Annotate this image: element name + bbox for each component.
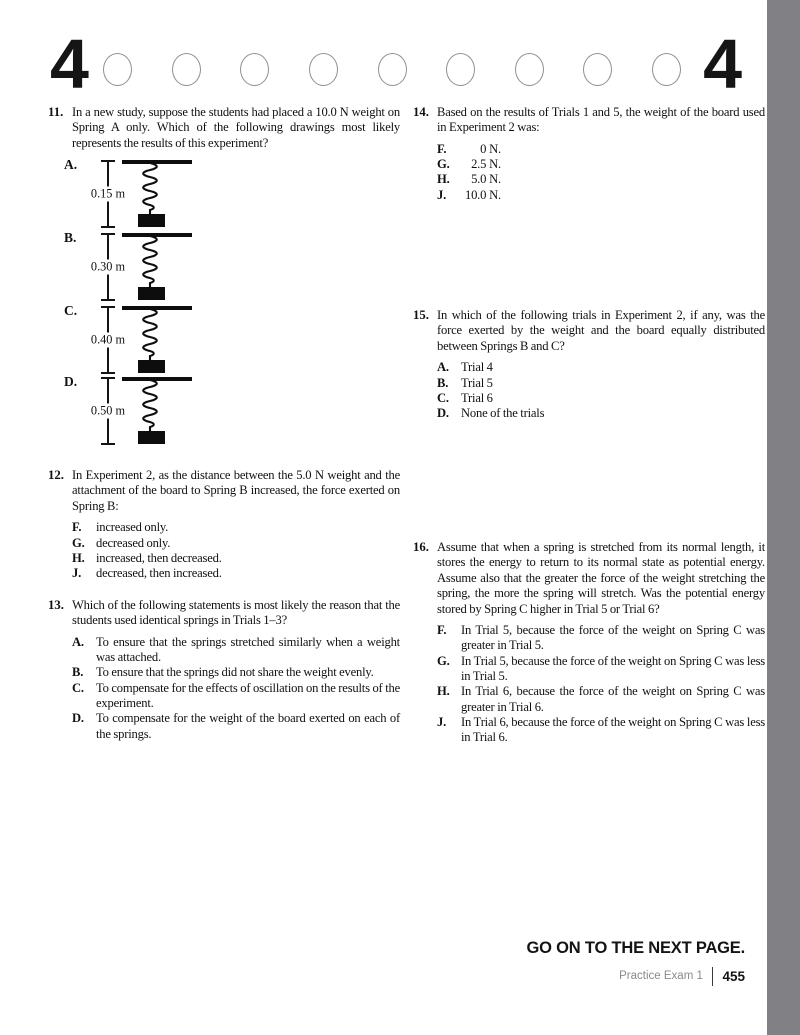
question-number: 12.: [48, 468, 64, 482]
options-list: [72, 635, 400, 742]
section-number-right: 4: [703, 25, 740, 103]
options-list: [437, 623, 765, 745]
option-letter: B.: [72, 665, 84, 680]
option-value: 2.5 N.: [471, 157, 501, 172]
option-letter: H.: [437, 684, 450, 699]
footer-divider: [712, 967, 714, 986]
weight-block: [138, 431, 165, 444]
option-g: [72, 536, 400, 551]
option-letter: F.: [437, 623, 447, 638]
spring-figure: [64, 157, 214, 452]
answer-bubble: [309, 53, 338, 86]
figure-option-b: [64, 230, 204, 301]
option-text: To compensate for the weight of the board exerted on each of the springs.: [96, 711, 400, 741]
figure-letter: D.: [64, 374, 78, 390]
options-list: [437, 360, 765, 421]
question-15: [413, 308, 765, 421]
options-list: [72, 520, 400, 581]
question-12: [48, 468, 400, 581]
option-letter: C.: [437, 390, 449, 405]
option-text: In Trial 6, because the force of the weight on Spring C was less in Trial 6.: [461, 714, 765, 745]
dimension-line: [90, 160, 126, 228]
option-b: [72, 665, 400, 680]
option-b: [437, 376, 765, 391]
spring-icon: [139, 163, 161, 215]
option-letter: G.: [72, 535, 85, 550]
option-text: Trial 5: [461, 375, 493, 390]
dimension-line: [90, 306, 126, 374]
figure-letter: B.: [64, 230, 77, 246]
page-footer: [619, 965, 745, 987]
answer-bubble: [378, 53, 407, 86]
figure-option-c: [64, 303, 204, 374]
option-letter: H.: [72, 550, 85, 565]
option-g: [437, 157, 765, 172]
option-h: [72, 551, 400, 566]
measurement-label: 0.30 m: [90, 259, 126, 274]
option-letter: D.: [72, 711, 84, 726]
question-text: In which of the following trials in Experiment 2, if any, was the force exerted by the weight and the board equally distributed between Springs B and C?: [437, 308, 765, 353]
weight-block: [138, 360, 165, 373]
question-text: Assume that when a spring is stretched from its normal length, it stores the energy to return to its normal state as potential energy. Assume also that the greater the force of the weight stretching the spring, the more the spring will stretch. Was the potential energy stored by Spring C higher in Trial 5 or Trial 6?: [437, 540, 765, 616]
option-letter: G.: [437, 157, 450, 172]
question-number: 14.: [413, 105, 429, 119]
option-letter: H.: [437, 172, 450, 187]
option-letter: F.: [437, 141, 447, 156]
option-text: In Trial 5, because the force of the weight on Spring C was greater in Trial 5.: [461, 623, 765, 653]
page-header: [50, 25, 740, 103]
option-letter: G.: [437, 653, 450, 668]
question-number: 13.: [48, 598, 64, 612]
option-value: 5.0 N.: [471, 172, 501, 187]
option-letter: F.: [72, 520, 82, 535]
option-j: [72, 566, 400, 581]
option-text: None of the trials: [461, 406, 545, 421]
option-text: In Trial 6, because the force of the weight on Spring C was greater in Trial 6.: [461, 684, 765, 714]
option-letter: J.: [437, 187, 447, 202]
option-f: [437, 623, 765, 654]
option-d: [437, 406, 765, 421]
page-number: 455: [722, 968, 745, 984]
option-text: Trial 4: [461, 360, 493, 375]
question-text: In Experiment 2, as the distance between the 5.0 N weight and the attachment of the board to Spring B increased, the force exerted on Spring B:: [72, 468, 400, 513]
spring-icon: [139, 309, 161, 361]
question-text: Which of the following statements is most likely the reason that the students used identical springs in Trials 1–3?: [72, 598, 400, 628]
option-j: [437, 715, 765, 746]
answer-bubble: [515, 53, 544, 86]
option-h: [437, 684, 765, 715]
option-c: [72, 681, 400, 712]
measurement-label: 0.15 m: [90, 186, 126, 201]
question-text: In a new study, suppose the students had placed a 10.0 N weight on Spring A only. Which of the following drawings most likely represents the results of this experiment?: [72, 105, 400, 150]
option-f: [437, 142, 765, 157]
question-number: 11.: [48, 105, 64, 119]
answer-bubble: [240, 53, 269, 86]
option-text: increased only.: [96, 520, 169, 535]
bubble-row: [103, 53, 681, 86]
exam-label: Practice Exam 1: [619, 970, 703, 982]
option-text: decreased only.: [96, 535, 171, 550]
option-a: [437, 360, 765, 375]
option-value: 10.0 N.: [464, 187, 501, 202]
option-text: decreased, then increased.: [96, 566, 222, 581]
spring-icon: [139, 380, 161, 432]
answer-bubble: [446, 53, 475, 86]
question-16: [413, 540, 765, 745]
option-text: To compensate for the effects of oscillation on the results of the experiment.: [96, 680, 400, 710]
option-g: [437, 654, 765, 685]
answer-bubble: [583, 53, 612, 86]
option-f: [72, 520, 400, 535]
option-c: [437, 391, 765, 406]
option-text: To ensure that the springs stretched similarly when a weight was attached.: [96, 634, 400, 665]
option-letter: J.: [72, 566, 82, 581]
weight-block: [138, 214, 165, 227]
measurement-label: 0.50 m: [90, 403, 126, 418]
question-number: 16.: [413, 540, 429, 554]
option-d: [72, 711, 400, 742]
question-14: [413, 105, 765, 203]
option-value: 0 N.: [480, 141, 501, 156]
option-h: [437, 172, 765, 187]
options-list: [437, 142, 765, 203]
question-text: Based on the results of Trials 1 and 5, the weight of the board used in Experiment 2 was:: [437, 105, 765, 135]
question-13: [48, 598, 400, 742]
answer-bubble: [172, 53, 201, 86]
option-j: [437, 188, 765, 203]
section-number-left: 4: [50, 25, 87, 103]
figure-letter: A.: [64, 157, 78, 173]
figure-letter: C.: [64, 303, 78, 319]
go-on-text: GO ON TO THE NEXT PAGE.: [526, 939, 745, 957]
dimension-line: [90, 233, 126, 301]
option-letter: C.: [72, 680, 84, 695]
figure-option-a: [64, 157, 204, 228]
answer-bubble: [103, 53, 132, 86]
page-edge-bar: [767, 0, 800, 1035]
option-letter: D.: [437, 406, 449, 421]
option-text: Trial 6: [461, 390, 493, 405]
option-letter: J.: [437, 714, 447, 729]
option-text: In Trial 5, because the force of the weight on Spring C was less in Trial 5.: [461, 653, 765, 683]
option-a: [72, 635, 400, 666]
dimension-line: [90, 377, 126, 445]
option-text: To ensure that the springs did not share the weight evenly.: [96, 665, 374, 680]
question-11: [48, 105, 400, 452]
measurement-label: 0.40 m: [90, 332, 126, 347]
option-text: increased, then decreased.: [96, 550, 222, 565]
answer-bubble: [652, 53, 681, 86]
question-number: 15.: [413, 308, 429, 322]
weight-block: [138, 287, 165, 300]
figure-option-d: [64, 374, 204, 445]
spring-icon: [139, 236, 161, 288]
option-letter: A.: [72, 634, 84, 649]
option-letter: B.: [437, 375, 449, 390]
option-letter: A.: [437, 360, 449, 375]
